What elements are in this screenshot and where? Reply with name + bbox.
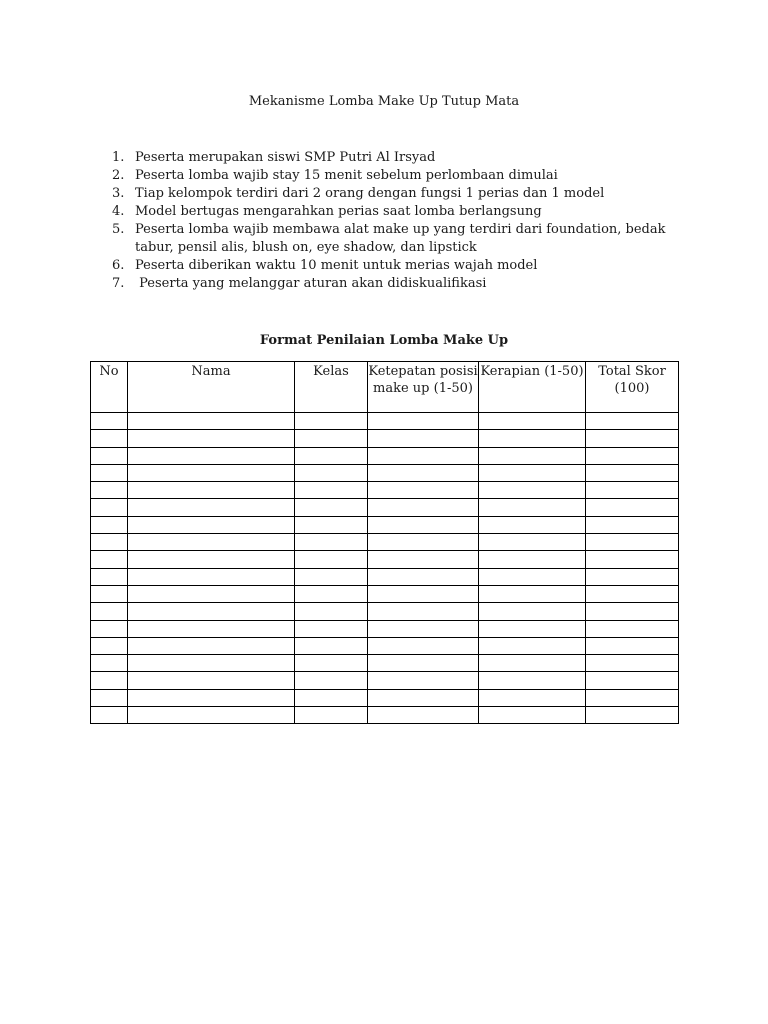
cell-no <box>91 516 128 533</box>
table-row <box>91 672 679 689</box>
cell-no <box>91 464 128 481</box>
cell-ketepatan <box>368 603 479 620</box>
cell-no <box>91 568 128 585</box>
cell-kerapian <box>479 516 586 533</box>
cell-nama <box>128 568 295 585</box>
cell-kelas <box>295 499 368 516</box>
table-row <box>91 603 679 620</box>
table-row <box>91 430 679 447</box>
cell-total-skor <box>586 551 679 568</box>
cell-nama <box>128 637 295 654</box>
cell-kerapian <box>479 585 586 602</box>
header-total-skor: Total Skor (100) <box>586 362 679 413</box>
cell-kelas <box>295 568 368 585</box>
cell-no <box>91 672 128 689</box>
rule-item <box>108 221 668 257</box>
cell-kelas <box>295 413 368 430</box>
table-row <box>91 499 679 516</box>
cell-kelas <box>295 464 368 481</box>
cell-no <box>91 620 128 637</box>
cell-kerapian <box>479 655 586 672</box>
table-row <box>91 568 679 585</box>
cell-kerapian <box>479 413 586 430</box>
header-kelas: Kelas <box>295 362 368 413</box>
rule-item <box>108 185 668 203</box>
cell-nama <box>128 516 295 533</box>
cell-total-skor <box>586 585 679 602</box>
table-row <box>91 482 679 499</box>
cell-no <box>91 707 128 724</box>
cell-kerapian <box>479 689 586 706</box>
table-row <box>91 689 679 706</box>
cell-kerapian <box>479 464 586 481</box>
cell-no <box>91 430 128 447</box>
header-kerapian: Kerapian (1-50) <box>479 362 586 413</box>
cell-nama <box>128 482 295 499</box>
rule-number: 7. <box>112 276 125 291</box>
cell-kerapian <box>479 707 586 724</box>
header-nama: Nama <box>128 362 295 413</box>
cell-total-skor <box>586 689 679 706</box>
rule-number: 4. <box>112 204 125 219</box>
header-ketepatan: Ketepatan posisi make up (1-50) <box>368 362 479 413</box>
cell-total-skor <box>586 499 679 516</box>
cell-total-skor <box>586 464 679 481</box>
cell-ketepatan <box>368 413 479 430</box>
rule-text: Peserta diberikan waktu 10 menit untuk merias wajah model <box>135 258 538 273</box>
cell-kerapian <box>479 447 586 464</box>
cell-nama <box>128 655 295 672</box>
cell-total-skor <box>586 707 679 724</box>
cell-total-skor <box>586 447 679 464</box>
cell-nama <box>128 551 295 568</box>
cell-kerapian <box>479 482 586 499</box>
score-table <box>90 361 679 724</box>
rule-text: Peserta merupakan siswi SMP Putri Al Irsyad <box>135 150 436 165</box>
cell-total-skor <box>586 603 679 620</box>
cell-ketepatan <box>368 637 479 654</box>
document-title: Mekanisme Lomba Make Up Tutup Mata <box>248 94 520 109</box>
rule-item <box>108 275 668 293</box>
cell-ketepatan <box>368 482 479 499</box>
cell-total-skor <box>586 516 679 533</box>
cell-kelas <box>295 689 368 706</box>
rule-text: Tiap kelompok terdiri dari 2 orang dengan fungsi 1 perias dan 1 model <box>135 186 605 201</box>
cell-kerapian <box>479 620 586 637</box>
rule-text: Model bertugas mengarahkan perias saat lomba berlangsung <box>135 204 542 219</box>
table-row <box>91 637 679 654</box>
cell-ketepatan <box>368 464 479 481</box>
cell-kerapian <box>479 534 586 551</box>
rule-number: 5. <box>112 222 125 237</box>
cell-kerapian <box>479 568 586 585</box>
cell-no <box>91 603 128 620</box>
table-row <box>91 707 679 724</box>
cell-kerapian <box>479 430 586 447</box>
table-row <box>91 551 679 568</box>
rule-number: 6. <box>112 258 125 273</box>
rule-text: Peserta yang melanggar aturan akan didiskualifikasi <box>135 276 487 291</box>
rule-item <box>108 257 668 275</box>
cell-no <box>91 655 128 672</box>
table-title: Format Penilaian Lomba Make Up <box>259 333 509 348</box>
table-row <box>91 620 679 637</box>
cell-kelas <box>295 672 368 689</box>
cell-kelas <box>295 551 368 568</box>
cell-nama <box>128 689 295 706</box>
cell-ketepatan <box>368 447 479 464</box>
cell-no <box>91 534 128 551</box>
cell-nama <box>128 707 295 724</box>
cell-total-skor <box>586 568 679 585</box>
cell-no <box>91 447 128 464</box>
rule-number: 3. <box>112 186 125 201</box>
cell-total-skor <box>586 534 679 551</box>
table-row <box>91 655 679 672</box>
cell-no <box>91 689 128 706</box>
cell-ketepatan <box>368 689 479 706</box>
cell-ketepatan <box>368 430 479 447</box>
cell-no <box>91 551 128 568</box>
cell-kerapian <box>479 499 586 516</box>
cell-kelas <box>295 447 368 464</box>
table-row <box>91 464 679 481</box>
cell-ketepatan <box>368 551 479 568</box>
cell-no <box>91 499 128 516</box>
header-no: No <box>91 362 128 413</box>
cell-nama <box>128 430 295 447</box>
cell-total-skor <box>586 655 679 672</box>
cell-ketepatan <box>368 620 479 637</box>
table-row <box>91 534 679 551</box>
cell-total-skor <box>586 637 679 654</box>
cell-nama <box>128 603 295 620</box>
cell-ketepatan <box>368 672 479 689</box>
table-row <box>91 413 679 430</box>
rule-number: 1. <box>112 150 125 165</box>
cell-nama <box>128 534 295 551</box>
rule-text: Peserta lomba wajib membawa alat make up yang terdiri dari foundation, bedak tabur, pensil alis, blush on, eye shadow, dan lipstick <box>135 222 666 255</box>
cell-total-skor <box>586 672 679 689</box>
cell-nama <box>128 620 295 637</box>
cell-kelas <box>295 482 368 499</box>
cell-kelas <box>295 637 368 654</box>
cell-kerapian <box>479 672 586 689</box>
cell-kelas <box>295 534 368 551</box>
rules-list <box>108 149 668 293</box>
cell-nama <box>128 499 295 516</box>
table-row <box>91 585 679 602</box>
cell-no <box>91 637 128 654</box>
cell-no <box>91 585 128 602</box>
rule-text: Peserta lomba wajib stay 15 menit sebelum perlombaan dimulai <box>135 168 558 183</box>
rule-item <box>108 203 668 221</box>
table-row <box>91 447 679 464</box>
cell-total-skor <box>586 413 679 430</box>
cell-ketepatan <box>368 499 479 516</box>
cell-nama <box>128 464 295 481</box>
table-row <box>91 516 679 533</box>
table-header-row <box>91 362 679 413</box>
cell-kelas <box>295 585 368 602</box>
cell-kerapian <box>479 551 586 568</box>
cell-kelas <box>295 707 368 724</box>
table-body <box>91 413 679 724</box>
cell-kelas <box>295 620 368 637</box>
cell-kelas <box>295 430 368 447</box>
cell-total-skor <box>586 430 679 447</box>
cell-nama <box>128 447 295 464</box>
cell-ketepatan <box>368 534 479 551</box>
cell-kerapian <box>479 637 586 654</box>
cell-no <box>91 413 128 430</box>
rule-item <box>108 167 668 185</box>
cell-kelas <box>295 603 368 620</box>
cell-total-skor <box>586 620 679 637</box>
cell-nama <box>128 413 295 430</box>
cell-no <box>91 482 128 499</box>
cell-ketepatan <box>368 516 479 533</box>
cell-nama <box>128 672 295 689</box>
cell-ketepatan <box>368 655 479 672</box>
cell-ketepatan <box>368 585 479 602</box>
rule-item <box>108 149 668 167</box>
cell-ketepatan <box>368 707 479 724</box>
cell-total-skor <box>586 482 679 499</box>
cell-kerapian <box>479 603 586 620</box>
cell-ketepatan <box>368 568 479 585</box>
cell-kelas <box>295 516 368 533</box>
rule-number: 2. <box>112 168 125 183</box>
cell-nama <box>128 585 295 602</box>
cell-kelas <box>295 655 368 672</box>
